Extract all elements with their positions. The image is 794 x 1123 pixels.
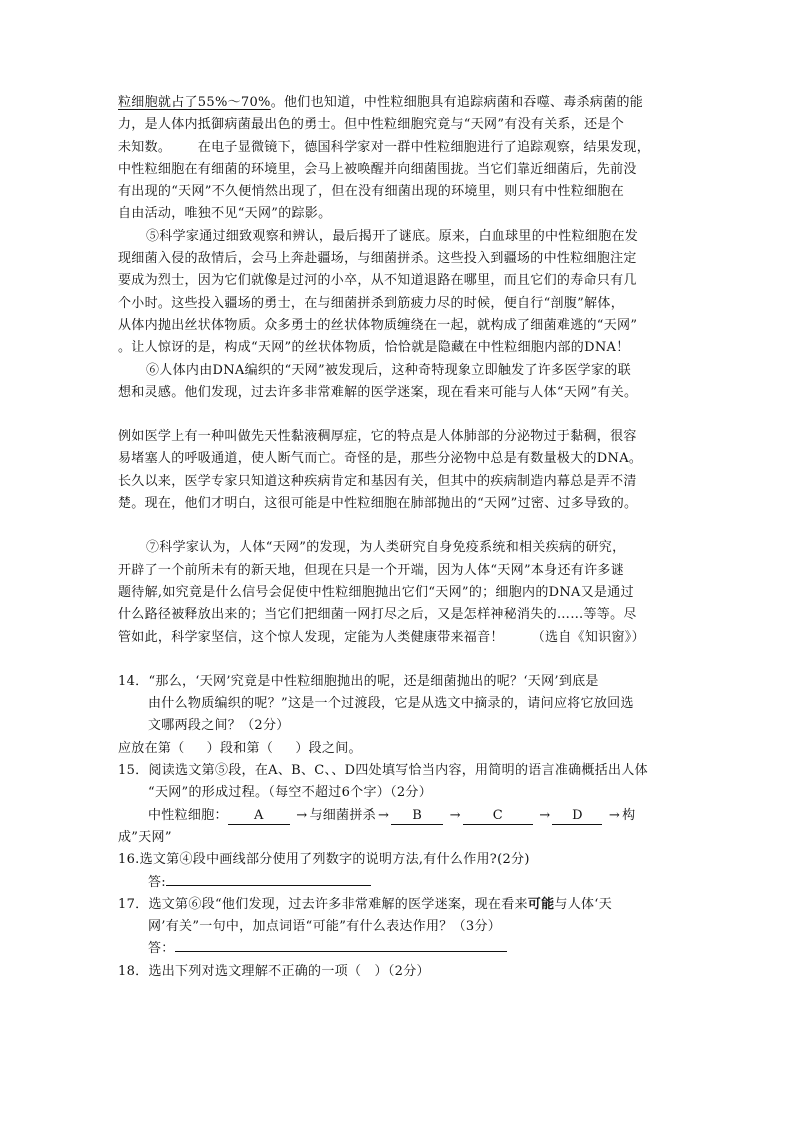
underlined-statistic: 粒细胞就占了55%～70% <box>118 95 271 110</box>
question-15-line-2: “天网”的形成过程。（每空不超过6个字）（2分） <box>148 785 433 801</box>
p4-line-6: 自由活动，唯独不见“天网”的踪影。 <box>118 206 332 222</box>
p5-line-5: 从体内抛出丝状体物质。众多勇士的丝状体物质缠绕在一起，就构成了细菌难逃的“天网” <box>118 317 638 333</box>
question-14-line-2: 由什么物质编织的呢？”这是一个过渡段，它是从选文中摘录的，请问应将它放回选 <box>148 696 634 712</box>
p4-line-1: 粒细胞就占了55%～70%。他们也知道，中性粒细胞具有追踪病菌和吞噬、毒杀病菌的能 <box>118 95 644 110</box>
arrow-icon: → <box>449 807 461 823</box>
question-14-answer[interactable]: 应放在第（ ）段和第（ ）段之间。 <box>118 740 362 756</box>
p6-line-1: ⑥人体内由DNA编织的“天网”被发现后，这种奇特现象立即触发了许多医学家的联 <box>146 362 631 378</box>
p7-line-2: 开辟了一个前所未有的新天地，但现在只是一个开端，因为人体“天网”本身还有许多谜 <box>118 562 624 578</box>
question-17: 17．选文第⑥段“他们发现，过去许多非常难解的医学迷案，现在看来可能与人体‘天 <box>118 896 613 912</box>
question-16: 16.选文第④段中画线部分使用了列数字的说明方法,有什么作用?(2分) <box>118 852 530 868</box>
question-17-answer: 答： <box>118 938 678 960</box>
blank-b[interactable]: B <box>391 808 443 825</box>
p6-cont-line-2: 易堵塞人的呼吸通道，使人断气而亡。奇怪的是，那些分泌物中总是有数量极大的DNA。 <box>118 451 643 467</box>
blank-c[interactable]: C <box>463 808 533 825</box>
spacer <box>118 515 678 537</box>
question-14-line-3: 文哪两段之间？（2分） <box>148 718 290 734</box>
p5-line-6: 。让人惊讶的是，构成“天网”的丝状体物质，恰恰就是隐藏在中性粒细胞内部的DNA！ <box>118 340 630 356</box>
emphasized-word: 可能 <box>527 896 555 912</box>
p7-line-3: 题待解,如究竟是什么信号会促使中性粒细胞抛出它们“天网”的；细胞内的DNA又是通过 <box>118 584 634 600</box>
spacer <box>118 649 678 671</box>
blank-d[interactable]: D <box>552 808 602 825</box>
question-18: 18．选出下列对选文理解不正确的一项（ ）（2分） <box>118 963 430 979</box>
answer-16-field[interactable] <box>166 885 371 886</box>
p6-cont-line-3: 长久以来，医学专家只知道这种疾病肯定和基因有关，但其中的疾病制造内幕总是弄不清 <box>118 473 637 489</box>
question-15: 15．阅读选文第⑤段，在A、B、C、、D四处填写恰当内容，用简明的语言准确概括出人体 <box>118 763 648 779</box>
p5-line-3: 要成为烈士，因为它们就像是过河的小卒，从不知道退路在哪里，而且它们的寿命只有几 <box>118 273 637 289</box>
p6-line-2: 想和灵感。他们发现，过去许多非常难解的医学迷案，现在看来可能与人体“天网”有关。 <box>118 384 638 400</box>
p7-line-1: ⑦科学家认为，人体“天网”的发现，为人类研究自身免疫系统和相关疾病的研究， <box>146 540 626 556</box>
p4-line-2: 力，是人体内抵御病菌最出色的勇士。但中性粒细胞究竟与“天网”有没有关系，还是个 <box>118 117 624 133</box>
p5-line-2: 现细菌入侵的敌情后，会马上奔赴疆场，与细菌拼杀。这些投入到疆场的中性粒细胞注定 <box>118 251 637 267</box>
question-15-chain-end: 成”天网” <box>118 829 172 845</box>
arrow-icon: → <box>377 807 390 823</box>
p4-line-4: 中性粒细胞在有细菌的环境里，会马上被唤醒并向细菌围拢。当它们靠近细菌后，先前没 <box>118 161 637 177</box>
exam-page <box>118 92 678 983</box>
question-14: 14．“那么，‘天网’究竟是中性粒细胞抛出的呢，还是细菌抛出的呢？‘天网’到底是 <box>118 673 599 689</box>
question-17-line-2: 网’有关”一句中，加点词语“可能”有什么表达作用？（3分） <box>148 919 502 935</box>
spacer <box>118 404 678 426</box>
arrow-icon: → <box>608 807 621 823</box>
p4-line-3: 未知数。 在电子显微镜下，德国科学家对一群中性粒细胞进行了追踪观察，结果发现， <box>118 139 650 155</box>
p6-cont-line-1: 例如医学上有一种叫做先天性黏液稠厚症，它的特点是人体肺部的分泌物过于黏稠，很容 <box>118 429 637 445</box>
p4-line-5: 有出现的“天网”不久便悄然出现了，但在没有细菌出现的环境里，则只有中性粒细胞在 <box>118 184 624 200</box>
question-15-chain: 中性粒细胞： A → 与细菌拼杀 → B → C → D → 构 <box>148 807 636 823</box>
p5-line-4: 个小时。这些投入疆场的勇士，在与细菌拼杀到筋疲力尽的时候，便自行“剖腹”解体， <box>118 295 624 311</box>
p7-line-4: 什么路径被释放出来的；当它们把细菌一网打尽之后，又是怎样神秘消失的……等等。尽 <box>118 607 637 623</box>
arrow-icon: → <box>539 807 551 823</box>
question-16-answer: 答: <box>118 872 678 894</box>
source-note: （选自《知识窗》） <box>531 629 645 645</box>
blank-a[interactable]: A <box>228 808 290 825</box>
answer-17-field[interactable] <box>175 951 507 952</box>
p6-cont-line-4: 楚。现在，他们才明白，这很可能是中性粒细胞在肺部抛出的“天网”过密、过多导致的。 <box>118 496 638 512</box>
arrow-icon: → <box>296 807 308 823</box>
p5-line-1: ⑤科学家通过细致观察和辨认，最后揭开了谜底。原来，白血球里的中性粒细胞在发 <box>146 228 639 244</box>
p7-line-5: 管如此，科学家坚信，这个惊人发现，定能为人类健康带来福音！ （选自《知识窗》） <box>118 629 645 645</box>
